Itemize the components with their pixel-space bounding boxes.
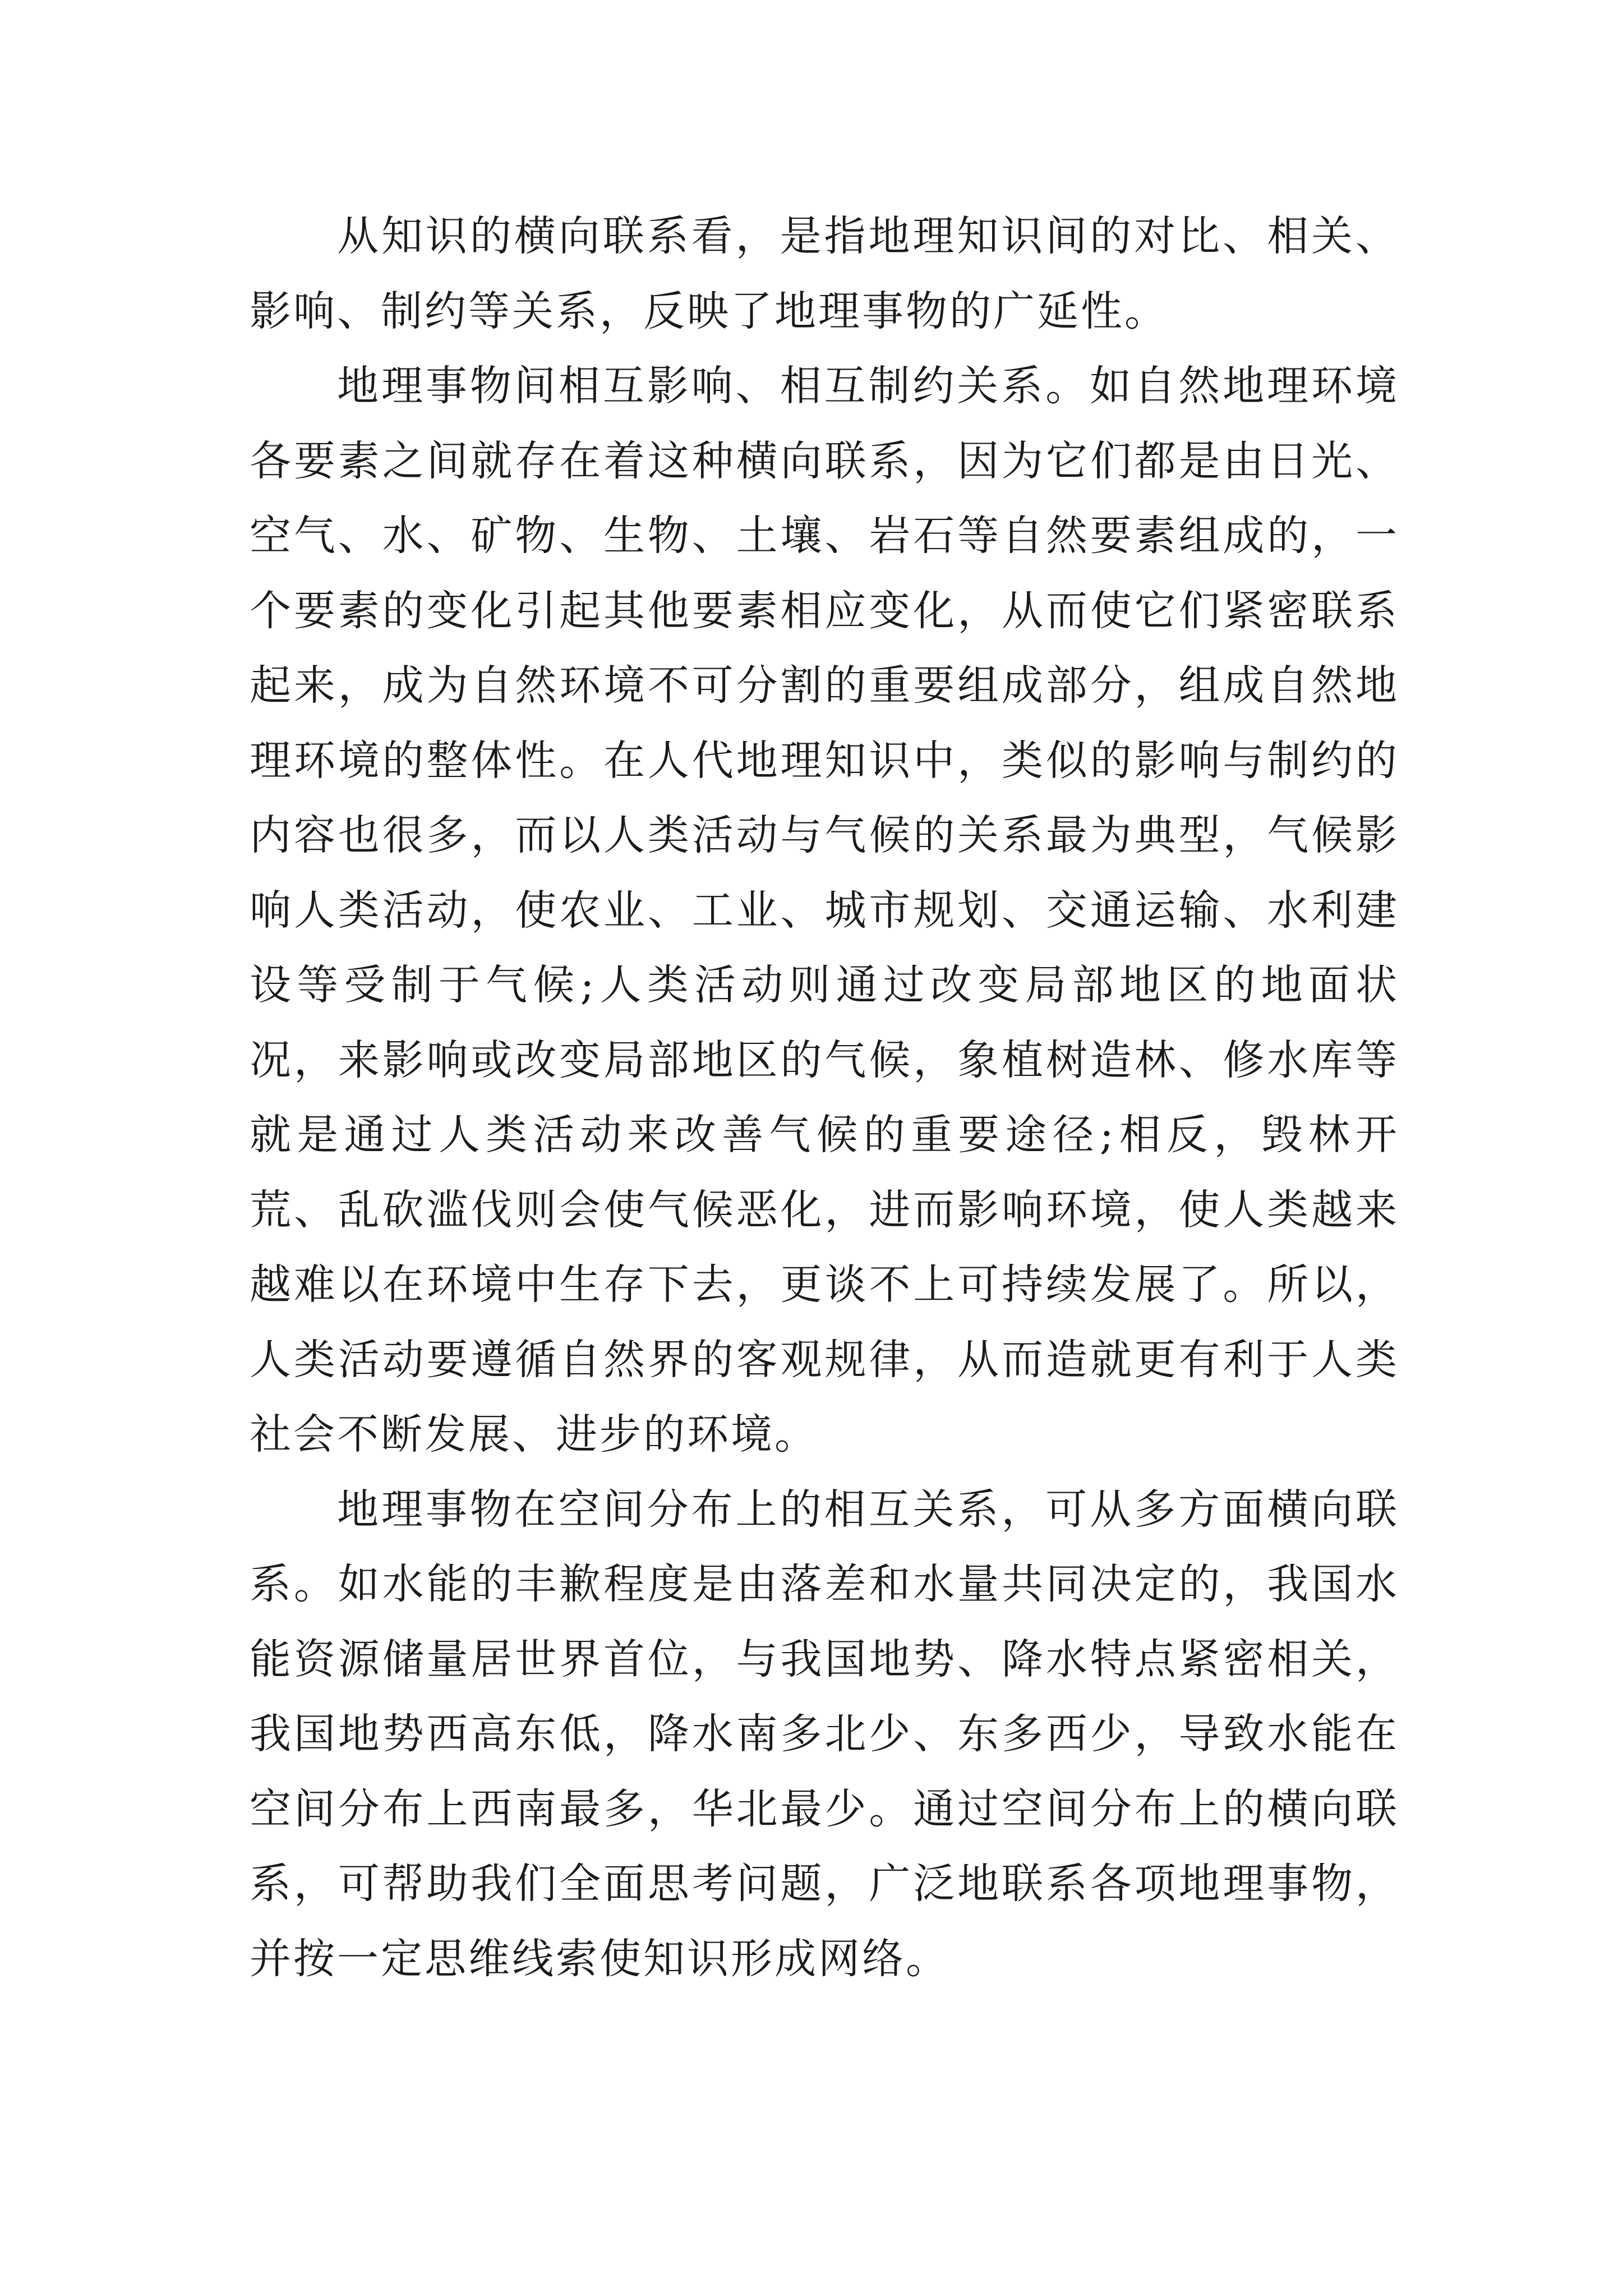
document-body: [250, 199, 1399, 1996]
paragraph-spatial-distribution: 地理事物在空间分布上的相互关系，可从多方面横向联系。如水能的丰歉程度是由落差和水量共同决定的，我国水能资源储量居世界首位，与我国地势、降水特点紧密相关，我国地势西高东低，降水南多北少、东多西少，导致水能在空间分布上西南最多，华北最少。通过空间分布上的横向联系，可帮助我们全面思考问题，广泛地联系各项地理事物，并按一定思维线索使知识形成网络。: [250, 1485, 1399, 1983]
paragraph-horizontal-connection-intro: 从知识的横向联系看，是指地理知识间的对比、相关、影响、制约等关系，反映了地理事物的广延性。: [250, 212, 1399, 335]
paragraph-mutual-influence: 地理事物间相互影响、相互制约关系。如自然地理环境各要素之间就存在着这种横向联系，因为它们都是由日光、空气、水、矿物、生物、土壤、岩石等自然要素组成的，一个要素的变化引起其他要素相应变化，从而使它们紧密联系起来，成为自然环境不可分割的重要组成部分，组成自然地理环境的整体性。在人代地理知识中，类似的影响与制约的内容也很多，而以人类活动与气候的关系最为典型，气候影响人类活动，使农业、工业、城市规划、交通运输、水利建设等受制于气候;人类活动则通过改变局部地区的地面状况，来影响或改变局部地区的气候，象植树造林、修水库等就是通过人类活动来改善气候的重要途径;相反，毁林开荒、乱砍滥伐则会使气候恶化，进而影响环境，使人类越来越难以在环境中生存下去，更谈不上可持续发展了。所以，人类活动要遵循自然界的客观规律，从而造就更有利于人类社会不断发展、进步的环境。: [250, 362, 1399, 1458]
